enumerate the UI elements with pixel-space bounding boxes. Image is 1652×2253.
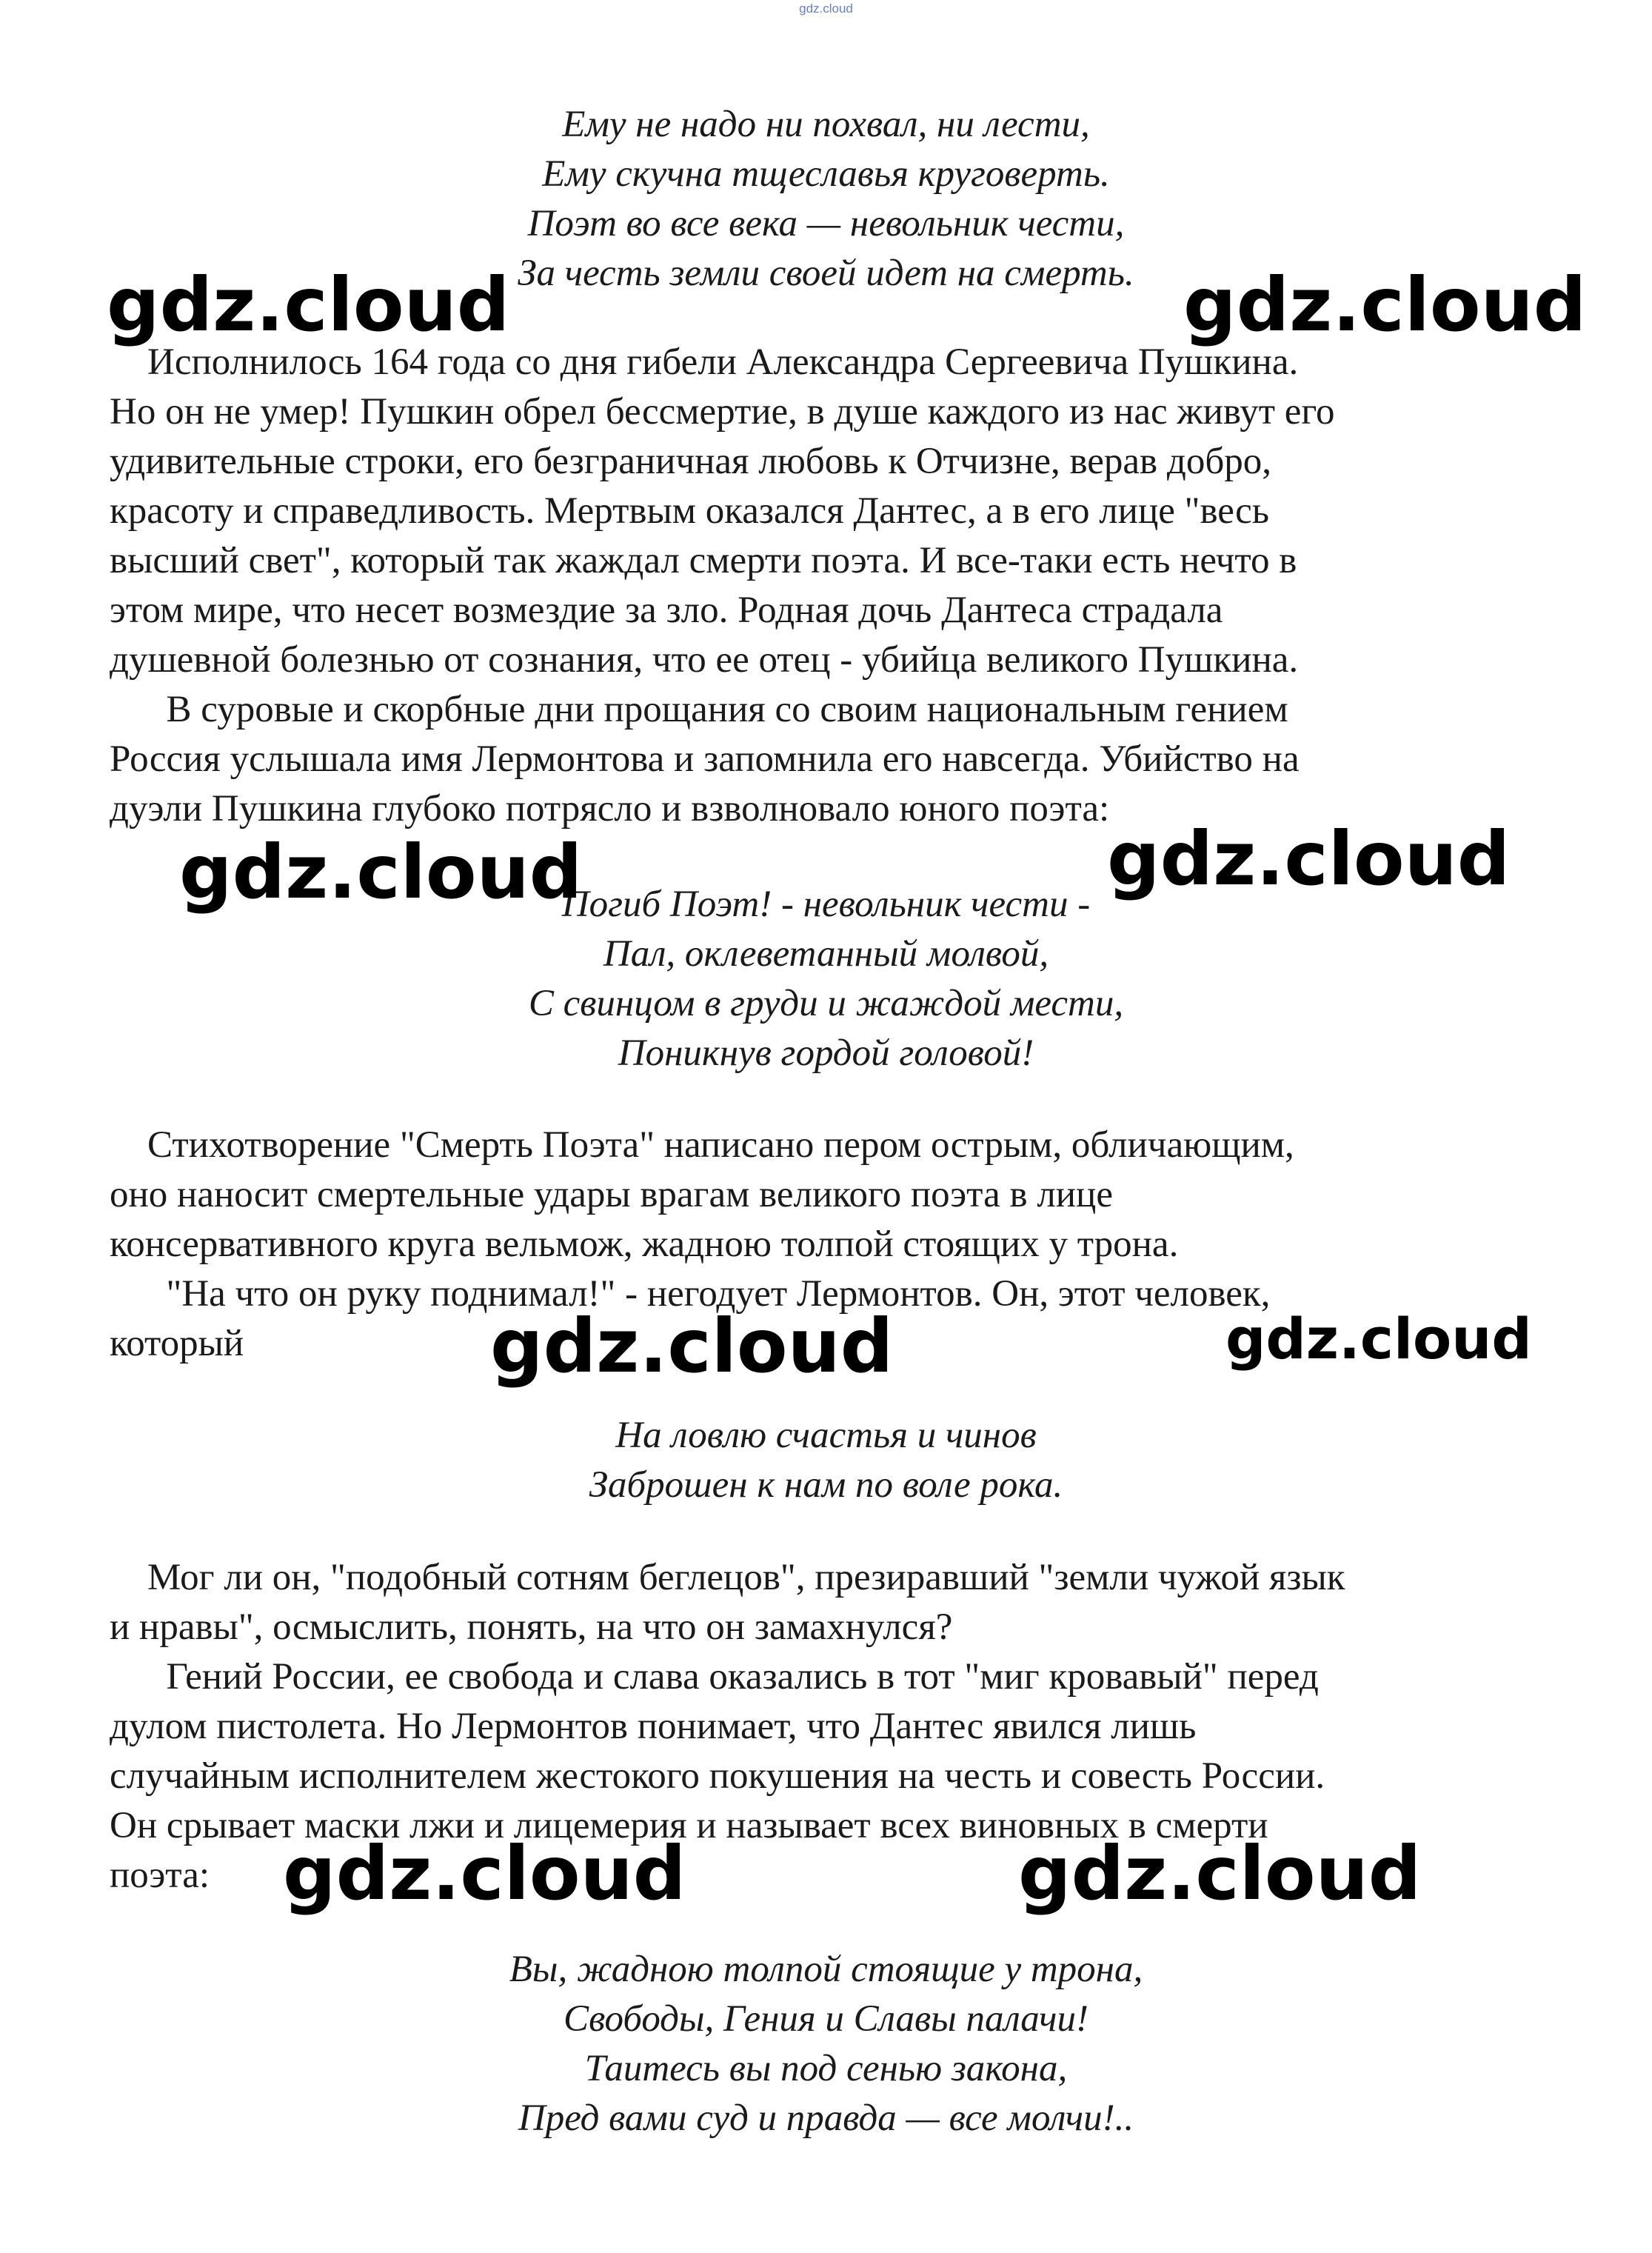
text-line: консервативного круга вельмож, жадною толпой стоящих у трона. [110,1224,1179,1265]
verse-line: Пред вами суд и правда — все молчи!.. [518,2097,1134,2139]
verse-line: Заброшен к нам по воле рока. [589,1464,1063,1506]
watermark: gdz.cloud [1018,1830,1422,1917]
watermark: gdz.cloud [1107,815,1511,902]
verse-line: Пал, оклеветанный молвой, [603,933,1049,975]
text-line: Но он не умер! Пушкин обрел бессмертие, в душе каждого из нас живут его [110,391,1335,433]
text-line: дулом пистолета. Но Лермонтов понимает, что Дантес явился лишь [110,1706,1197,1747]
text-line: Гений России, ее свобода и слава оказались в тот "миг кровавый" перед [110,1656,1319,1698]
text-line: Он срывает маски лжи и лицемерия и называет всех виновных в смерти [110,1805,1268,1846]
watermark: gdz.cloud [1183,261,1587,348]
text-line: В суровые и скорбные дни прощания со своим национальным гением [110,689,1288,730]
watermark: gdz.cloud [490,1303,894,1389]
verse-line: Таитесь вы под сенью закона, [584,2048,1068,2089]
verse-line: За честь земли своей идет на смерть. [518,253,1134,294]
verse-line: Поникнув гордой головой! [618,1032,1034,1074]
text-line: "На что он руку поднимал!" - негодует Лермонтов. Он, этот человек, [110,1273,1271,1315]
verse-line: Ему не надо ни похвал, ни лести, [562,104,1090,145]
text-line: поэта: [110,1855,210,1896]
text-line: душевной болезнью от сознания, что ее отец - убийца великого Пушкина. [110,639,1299,681]
text-line: который [110,1323,244,1364]
text-line: дуэли Пушкина глубоко потрясло и взволновало юного поэта: [110,788,1110,830]
text-line: Россия услышала имя Лермонтова и запомнила его навсегда. Убийство на [110,738,1300,780]
verse-block-4 [0,1945,1652,2143]
verse-line: Погиб Поэт! - невольник чести - [561,884,1091,925]
header-watermark: gdz.cloud [799,1,853,16]
text-line: оно наносит смертельные удары врагам великого поэта в лице [110,1174,1113,1215]
verse-line: С свинцом в груди и жаждой мести, [528,983,1124,1024]
watermark: gdz.cloud [179,829,583,915]
verse-line: На ловлю счастья и чинов [615,1415,1037,1456]
verse-block-3 [0,1411,1652,1510]
text-line: случайным исполнителем жестокого покушения на честь и совесть России. [110,1755,1325,1797]
text-line: Мог ли он, "подобный сотням беглецов", презиравший "земли чужой язык [110,1557,1345,1598]
watermark: gdz.cloud [107,261,510,348]
text-line: и нравы", осмыслить, понять, на что он замахнулся? [110,1606,953,1648]
verse-line: Поэт во все века — невольник чести, [527,203,1125,244]
text-line: удивительные строки, его безграничная любовь к Отчизне, верав добро, [110,441,1272,482]
verse-line: Свободы, Гения и Славы палачи! [564,1998,1088,2040]
watermark: gdz.cloud [283,1830,686,1917]
verse-line: Ему скучна тщеславья круговерть. [542,153,1110,195]
text-line: Исполнилось 164 года со дня гибели Александра Сергеевича Пушкина. [110,341,1299,383]
text-line: этом мире, что несет возмездие за зло. Родная дочь Дантеса страдала [110,590,1223,631]
text-line: высший свет", который так жаждал смерти поэта. И все-таки есть нечто в [110,540,1297,581]
text-line: Стихотворение "Смерть Поэта" написано пером острым, обличающим, [110,1124,1294,1166]
watermark: gdz.cloud [1225,1306,1532,1372]
verse-line: Вы, жадною толпой стоящие у трона, [509,1949,1143,1990]
text-line: красоту и справедливость. Мертвым оказался Дантес, а в его лице "весь [110,490,1270,532]
paragraph-block-1 [110,338,1591,834]
